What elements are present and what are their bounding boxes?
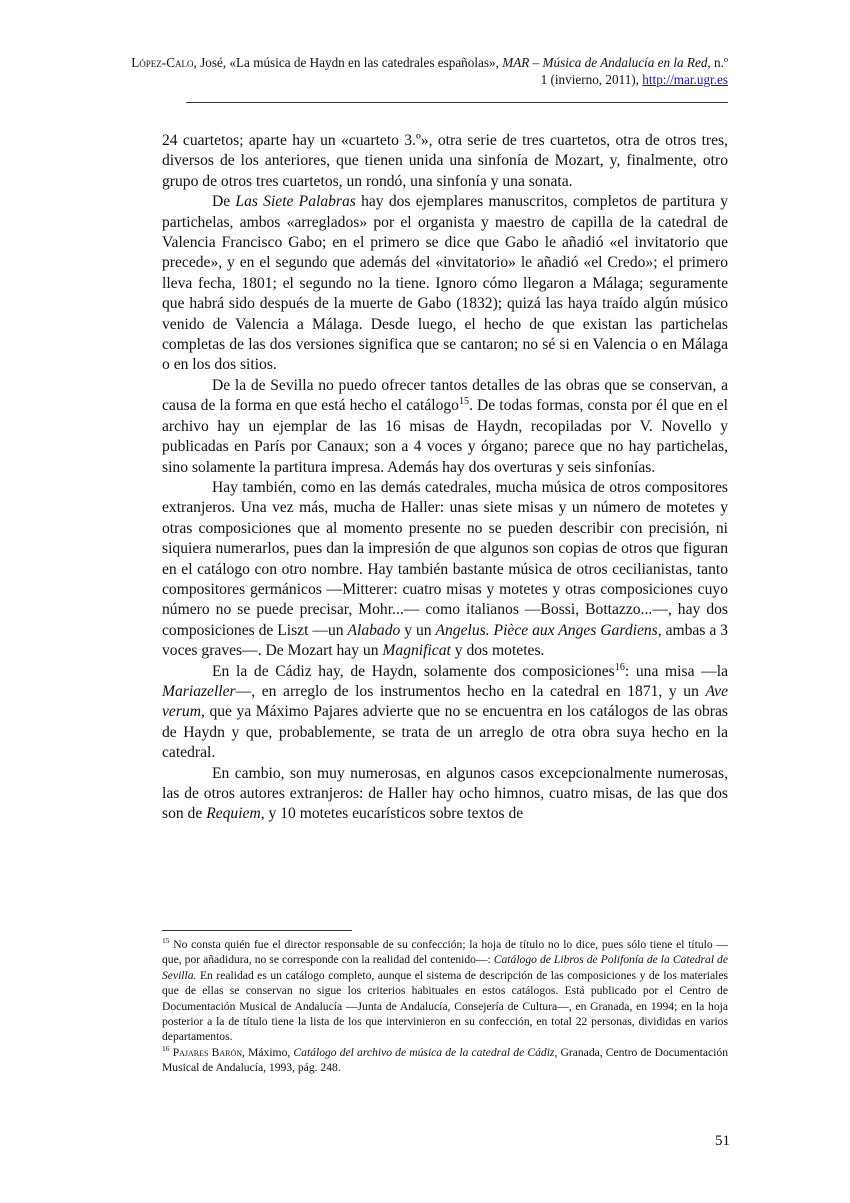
main-text xyxy=(162,131,728,825)
header-rule xyxy=(186,102,728,103)
page-number: 51 xyxy=(715,1133,730,1149)
paragraph-5: En la de Cádiz hay, de Haydn, solamente dos composiciones$^{16}$: una misa —la Mariazeller—, en arreglo de los instrumentos hecho en la catedral en 1871, y un Ave verum, que ya Máximo Pajares advierte que no se encuentra en los catálogos de las obras de Haydn y que, probablemente, se trata de un arreglo de otra obra suya hecho en la catedral. xyxy=(162,661,728,762)
header-author-title: , José, «La música de Haydn en las catedrales españolas», xyxy=(193,55,503,70)
header-author-surname: López-Calo xyxy=(131,55,194,70)
footnote-16-catalog-title: Catálogo del archivo de música de la catedral de Cádiz, xyxy=(293,1045,558,1059)
paragraph-3: De la de Sevilla no puedo ofrecer tantos detalles de las obras que se conservan, a causa de la forma en que está hecho el catálogo$^{15}$. De todas formas, consta por él que en el archivo hay un ejemplar de las 16 misas de Haydn, recopiladas por V. Novello y publicadas en París por Canaux; son a 4 voces y órgano; parece que no hay partichelas, sino solamente la partitura impresa. Además hay dos overturas y seis sinfonías. xyxy=(162,376,728,476)
header-journal-name: MAR – Música de Andalucía en la Red xyxy=(502,55,708,70)
running-header xyxy=(128,54,728,88)
footnotes xyxy=(162,937,728,1076)
work-title-angelus: Angelus. Pièce aux Anges Gardiens xyxy=(435,621,658,639)
footnote-15: $^{15}$ No consta quién fue el director responsable de su confección; la hoja de título no lo dice, pues sólo tiene el título —que, por añadidura, no se corresponde con la realidad del contenido—: Catálogo de Libros de Polifonía de la Catedral de Sevilla. En realidad es un catálogo completo, aunque el sistema de descripción de las composiciones y de los materiales que de ellas se conservan no sigue los criterios habituales en estos catálogos. Está publicado por el Centro de Documentación Musical de Andalucía —Junta de Andalucía, Consejería de Cultura—, en Granada, en 1994; en la hoja posterior a la de título tiene la lista de los que intervinieron en su confección, en total 22 personas, divididas en varios departamentos. xyxy=(162,936,728,1044)
work-title-ave-verum: Ave verum, xyxy=(162,682,728,721)
work-title-magnificat: Magnificat xyxy=(382,642,451,660)
header-journal-link[interactable]: http://mar.ugr.es xyxy=(642,72,728,87)
paragraph-1: 24 cuartetos; aparte hay un «cuarteto 3.º», otra serie de tres cuartetos, otra de otros tres, diversos de los anteriores, que tienen unida una sinfonía de Mozart, y, finalmente, otro grupo de otros tres cuartetos, un rondó, una sinfonía y una sonata. xyxy=(162,132,728,190)
footnote-15-number: 15 xyxy=(162,936,170,946)
paragraph-2: De Las Siete Palabras hay dos ejemplares manuscritos, completos de partitura y partichelas, ambos «arreglados» por el organista y maestro de capilla de la catedral de Valencia Francisco Gabo; en el primero se dice que Gabo le añadió «el invitatorio que precede», y en el segundo que además del «invitatorio» le añadió «el Credo»; el primero lleva fecha, 1801; el segundo no la tiene. Ignoro cómo llegaron a Málaga; seguramente que habrá sido después de la muerte de Gabo (1832); quizá las haya traído algún músico venido de Valencia a Málaga. Desde luego, el hecho de que existan las partichelas completas de las dos versiones significa que se cantaron; no sé si en Valencia o en Málaga o en los dos sitios. xyxy=(162,193,728,374)
footnote-ref-16[interactable]: 16 xyxy=(614,661,625,673)
footnote-16: $^{16}$ Pajares Barón, Máximo, Catálogo del archivo de música de la catedral de Cádiz, Granada, Centro de Documentación Musical de Andalucía, 1993, pág. 248. xyxy=(162,1043,728,1075)
footnote-16-number: 16 xyxy=(162,1043,170,1053)
footnote-separator xyxy=(162,930,352,931)
work-title-requiem: Requiem xyxy=(206,805,261,823)
work-title-alabado: Alabado xyxy=(347,621,401,639)
header-issue: , n.º 1 (invierno, 2011), xyxy=(540,55,728,87)
footnote-ref-15[interactable]: 15 xyxy=(458,396,470,408)
work-title-siete-palabras: Las Siete Palabras xyxy=(235,193,356,211)
footnote-16-author: Pajares Barón xyxy=(172,1045,243,1059)
footnote-15-catalog-title: Catálogo de Libros de Polifonía de la Catedral de Sevilla. xyxy=(162,953,728,982)
paragraph-4: Hay también, como en las demás catedrales, mucha música de otros compositores extranjeros. Una vez más, mucha de Haller: unas siete misas y un número de motetes y otras composiciones que al momento presente no se pueden describir con precisión, ni siquiera numerarlos, pues dan la impresión de que algunos son copias de otros que figuran en el catálogo con otro nombre. Hay también bastante música de otros cecilianistas, tanto compositores germánicos —Mitterer: cuatro misas y motetes y otras composiciones cuyo número no se puede precisar, Mohr...— como italianos —Bossi, Bottazzo...—, hay dos composiciones de Liszt —un Alabado y un Angelus. Pièce aux Anges Gardiens, ambas a 3 voces graves—. De Mozart hay un Magnificat y dos motetes. xyxy=(162,478,728,660)
work-title-mariazeller: Mariazeller xyxy=(162,682,236,700)
paragraph-6: En cambio, son muy numerosas, en algunos casos excepcionalmente numerosas, las de otros autores extranjeros: de Haller hay ocho himnos, cuatro misas, de las que dos son de Requiem, y 10 motetes eucarísticos sobre textos de xyxy=(162,764,728,823)
